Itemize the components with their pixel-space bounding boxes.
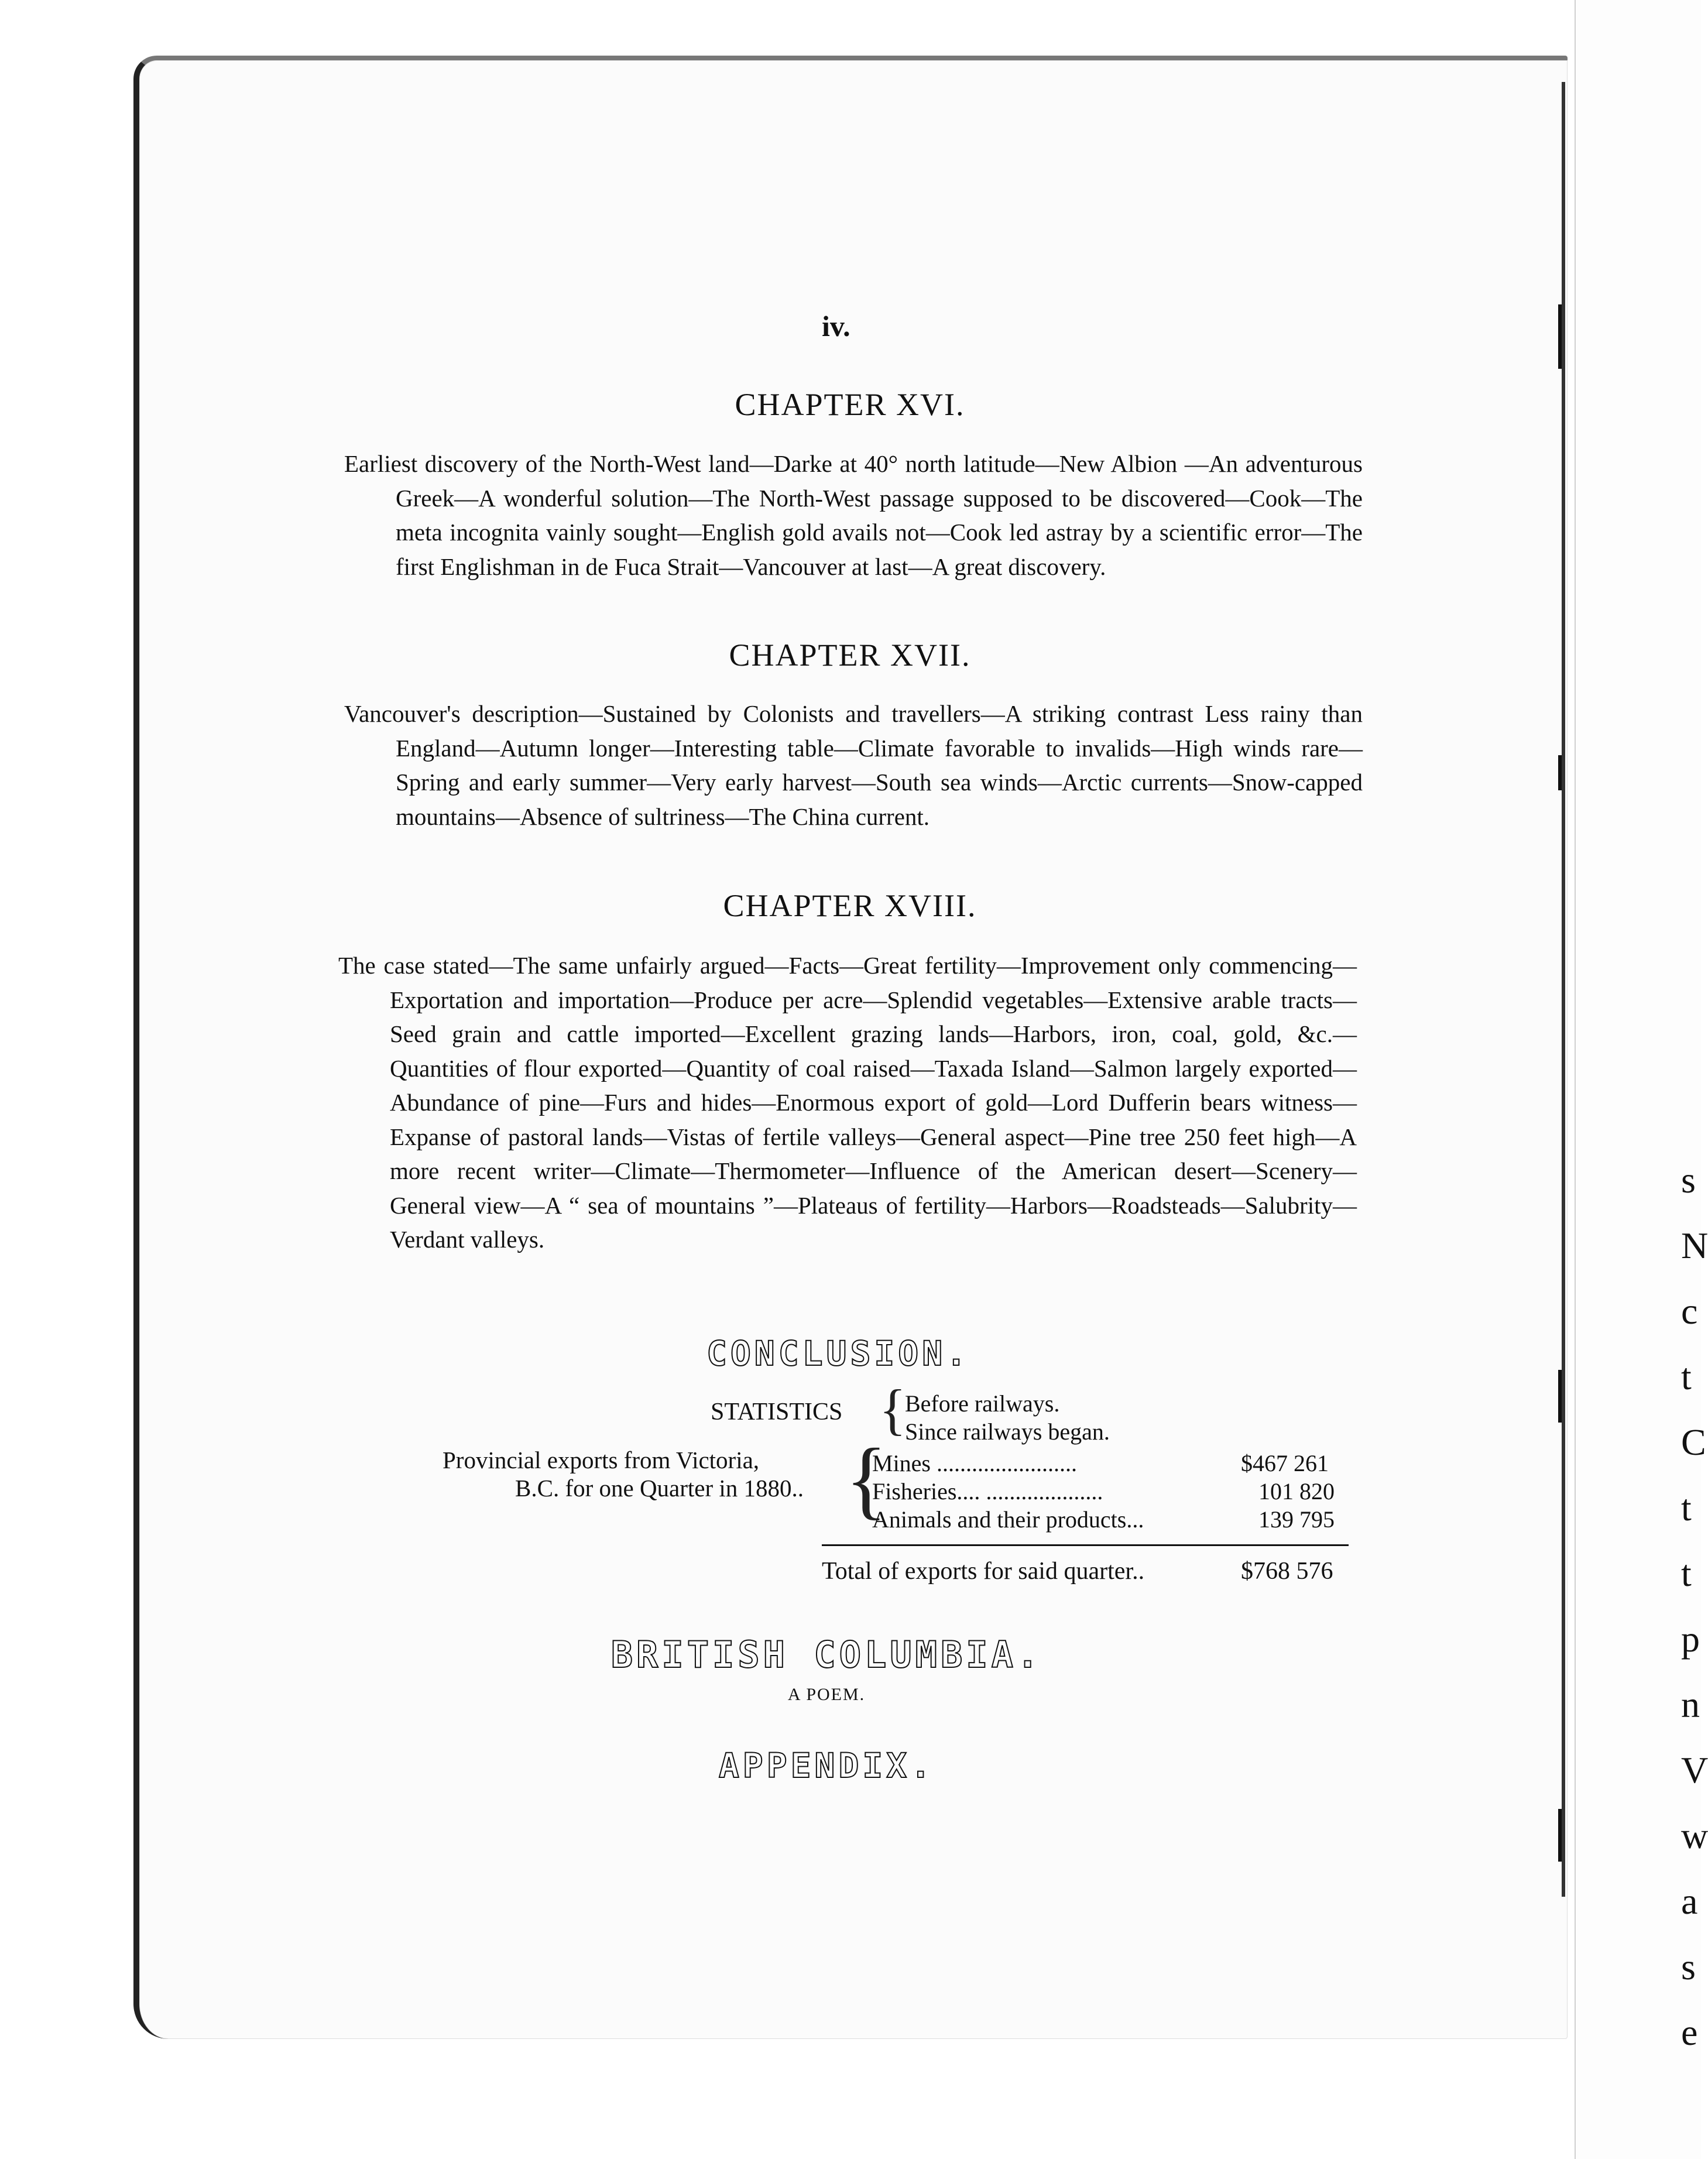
statistics-item: Before railways. (905, 1390, 1060, 1417)
conclusion-heading: CONCLUSION. (706, 1334, 970, 1373)
exports-label-line: B.C. for one Quarter in 1880.. (515, 1475, 804, 1502)
export-amount: $467 261 (1241, 1450, 1329, 1476)
chapter-synopsis: The case stated—The same unfairly argued—Facts—Great fertility—Improvement only commencing—Exportation and importation—Produce per acre—Splendid vegetables—Extensive arable tracts—Seed grain and cattle imported—Excellent grazing lands—Harbors, iron, coal, gold, &c.—Quantities of flour exported—Quantity of coal raised—Taxada Island—Salmon largely exported—Abundance of pine—Furs and hides—Enormous export of gold—Lord Dufferin bears witness—Expanse of pastoral lands—Vistas of fertile valleys—General aspect—Pine tree 250 feet high—A more recent writer—Climate—Thermometer—Influence of the American desert—Scenery—General view—A “ sea of mountains ”—Plateaus of fertility—Harbors—Roadsteads—Salubrity—Verdant valleys. (338, 952, 1357, 1253)
statistics-item: Since railways began. (905, 1418, 1110, 1445)
brace: { (879, 1378, 907, 1441)
total-rule (822, 1544, 1349, 1546)
binding-mark (1558, 1370, 1562, 1423)
binding-mark (1558, 755, 1562, 790)
binding-mark (1558, 304, 1562, 369)
appendix-heading: APPENDIX. (718, 1746, 935, 1786)
brace: { (845, 1431, 887, 1528)
export-item: Animals and their products... (872, 1506, 1144, 1533)
total-amount: $768 576 (1241, 1558, 1333, 1585)
export-item: Mines ........................ (872, 1450, 1077, 1476)
binding-mark (1558, 1809, 1562, 1862)
statistics-label: STATISTICS (711, 1399, 843, 1425)
page-edge-shadow (1562, 82, 1565, 1897)
poem-heading: BRITISH COLUMBIA. (611, 1633, 1042, 1676)
chapter-synopsis: Earliest discovery of the North-West land—Darke at 40° north latitude—New Albion —An adventurous Greek—A wonderful solution—The North-West passage supposed to be discovered—Cook—The meta incognita vainly sought—English gold avails not—Cook led astray by a scientific error—The first Englishman in de Fuca Strait—Vancouver at last—A great discovery. (344, 450, 1363, 580)
adjacent-page-text-fragment: s N c t C t t p n V w a s e (1681, 1159, 1708, 2053)
export-amount: 101 820 (1258, 1478, 1335, 1505)
exports-label-line: Provincial exports from Victoria, (443, 1447, 760, 1473)
total-label: Total of exports for said quarter.. (822, 1558, 1145, 1585)
export-amount: 139 795 (1258, 1506, 1335, 1533)
chapter-heading: CHAPTER XVI. (735, 387, 965, 422)
export-item: Fisheries.... .................... (872, 1478, 1103, 1505)
chapter-heading: CHAPTER XVII. (729, 638, 971, 673)
chapter-heading: CHAPTER XVIII. (723, 888, 977, 923)
page-number: iv. (822, 310, 850, 342)
chapter-synopsis: Vancouver's description—Sustained by Colonists and travellers—A striking contrast Less rainy than England—Autumn longer—Interesting table—Climate favorable to invalids—High winds rare—Spring and early summer—Very early harvest—South sea winds—Arctic currents—Snow-capped mountains—Absence of sultriness—The China current. (344, 700, 1363, 830)
poem-subtitle: A POEM. (787, 1685, 866, 1704)
